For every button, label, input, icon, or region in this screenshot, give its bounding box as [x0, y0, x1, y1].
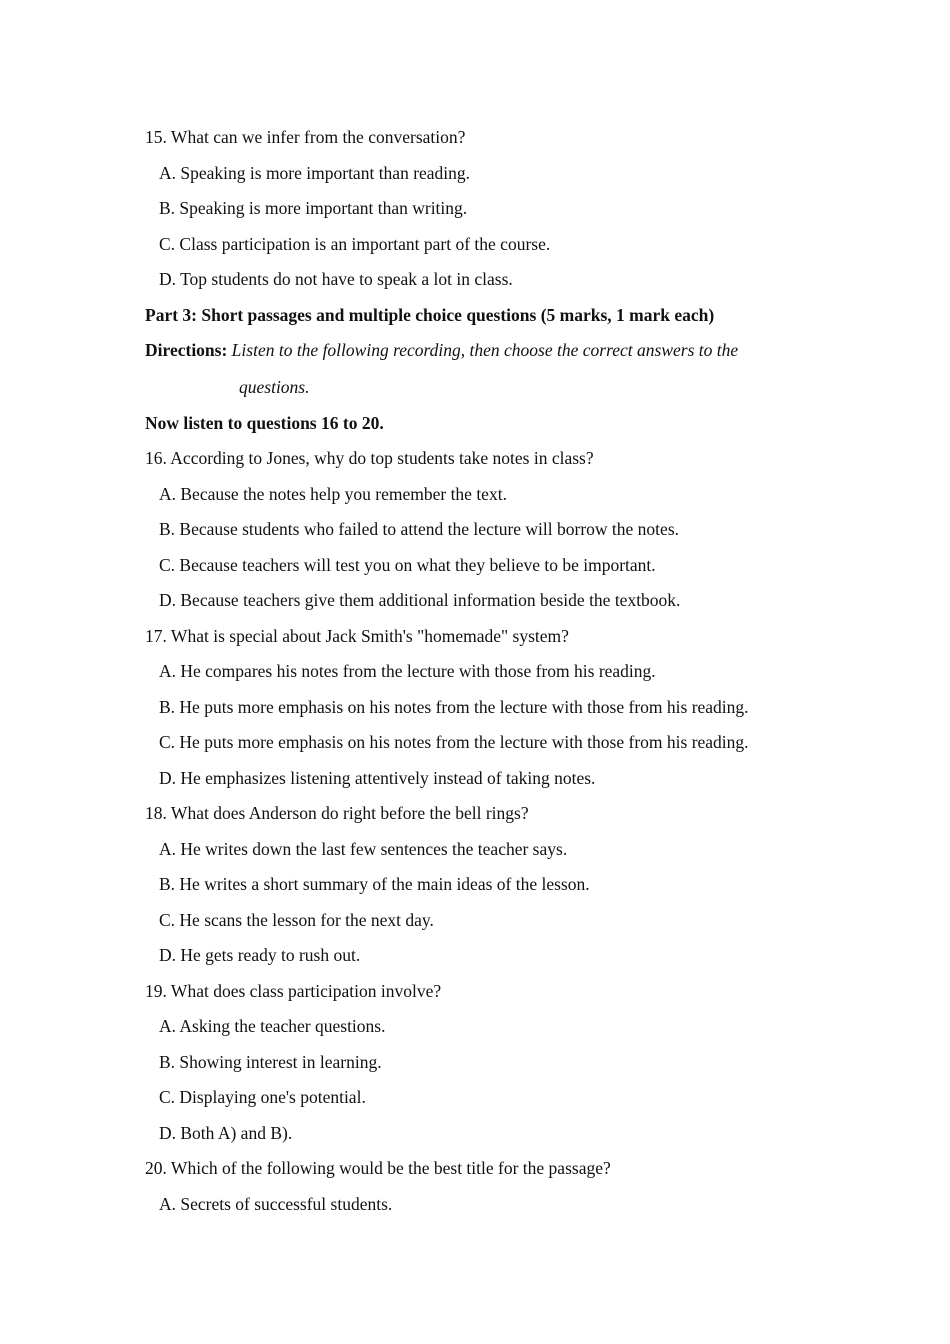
q17-option-c: C. He puts more emphasis on his notes from the lecture with those from his reading. — [159, 732, 749, 752]
directions — [145, 337, 825, 374]
q19-option-b: B. Showing interest in learning. — [159, 1051, 382, 1072]
part3-heading: Part 3: Short passages and multiple choice questions (5 marks, 1 mark each) — [145, 304, 715, 325]
q16-option-b: B. Because students who failed to attend the lecture will borrow the notes. — [159, 519, 680, 539]
q18-option-b: B. He writes a short summary of the main ideas of the lesson. — [159, 874, 590, 894]
q18-option-a: A. He writes down the last few sentences the teacher says. — [159, 838, 568, 859]
q15-option-d: D. Top students do not have to speak a lot in class. — [159, 269, 513, 289]
q16-option-d: D. Because teachers give them additional information beside the textbook. — [159, 590, 681, 610]
question-19: 19. What does class participation involve? — [145, 980, 442, 1001]
q17-option-d: D. He emphasizes listening attentively instead of taking notes. — [159, 767, 596, 788]
now-listen-instruction: Now listen to questions 16 to 20. — [145, 412, 384, 433]
q17-option-b: B. He puts more emphasis on his notes from the lecture with those from his reading. — [159, 696, 749, 717]
question-20: 20. Which of the following would be the best title for the passage? — [145, 1158, 611, 1178]
q19-option-c: C. Displaying one's potential. — [159, 1087, 366, 1107]
q15-option-c: C. Class participation is an important part of the course. — [159, 233, 551, 254]
q15-option-b: B. Speaking is more important than writing. — [159, 198, 468, 218]
q20-option-a: A. Secrets of successful students. — [159, 1193, 393, 1214]
question-15: 15. What can we infer from the conversation? — [145, 127, 466, 147]
q18-option-c: C. He scans the lesson for the next day. — [159, 909, 434, 930]
q19-option-a: A. Asking the teacher questions. — [159, 1016, 386, 1036]
question-18: 18. What does Anderson do right before the bell rings? — [145, 803, 529, 823]
q19-option-d: D. Both A) and B). — [159, 1122, 293, 1143]
q17-option-a: A. He compares his notes from the lecture with those from his reading. — [159, 661, 656, 681]
directions-text-continued: questions. — [239, 377, 310, 397]
q16-option-a: A. Because the notes help you remember the text. — [159, 483, 507, 504]
question-16: 16. According to Jones, why do top students take notes in class? — [145, 448, 594, 468]
q16-option-c: C. Because teachers will test you on what they believe to be important. — [159, 554, 656, 575]
directions-text: Listen to the following recording, then choose the correct answers to the — [231, 340, 739, 360]
question-17: 17. What is special about Jack Smith's "homemade" system? — [145, 625, 569, 646]
directions-label: Directions: — [145, 340, 228, 360]
q15-option-a: A. Speaking is more important than reading. — [159, 162, 471, 183]
document-page — [145, 124, 825, 1226]
q18-option-d: D. He gets ready to rush out. — [159, 945, 361, 965]
